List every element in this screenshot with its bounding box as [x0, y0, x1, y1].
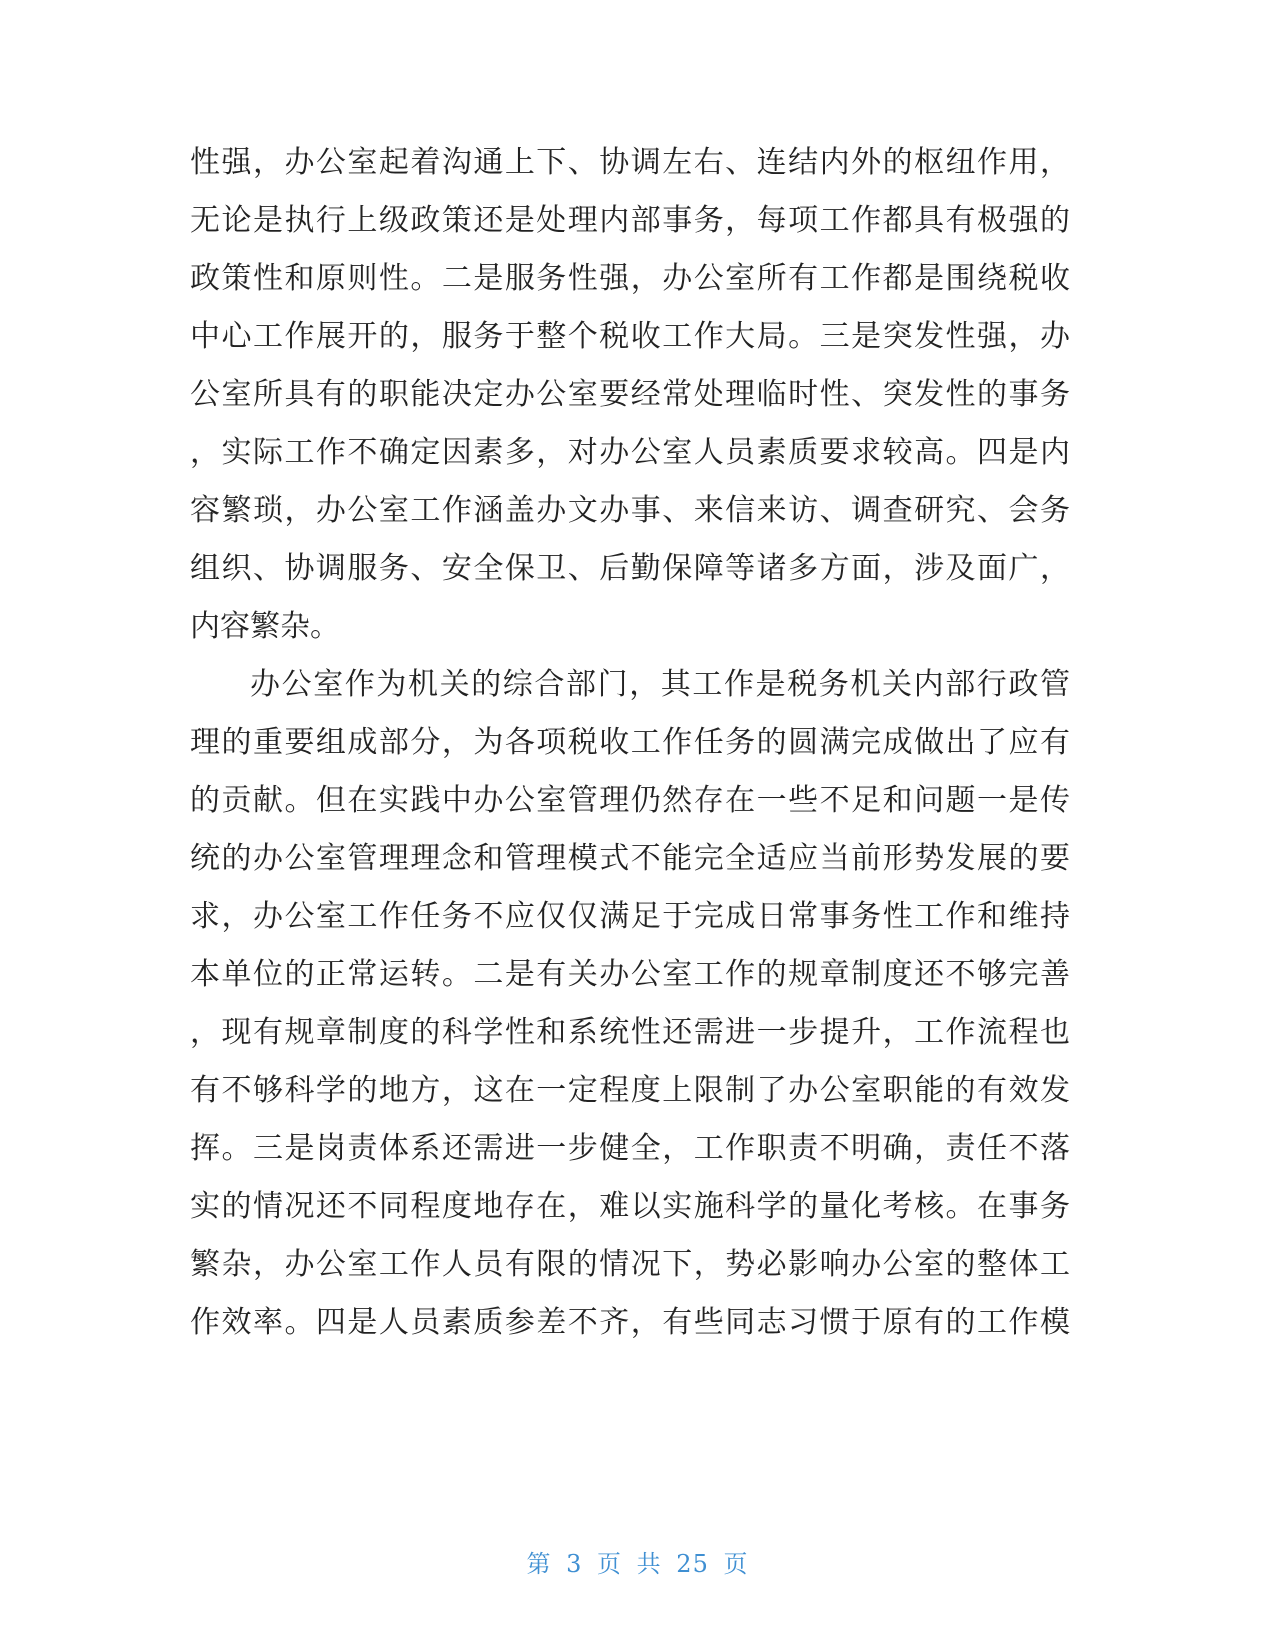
- text-line: 理的重要组成部分，为各项税收工作任务的圆满完成做出了应有: [190, 725, 1070, 760]
- text-line: 的贡献。但在实践中办公室管理仍然存在一些不足和问题一是传: [190, 783, 1070, 818]
- text-line: 本单位的正常运转。二是有关办公室工作的规章制度还不够完善: [190, 957, 1070, 992]
- text-line: 容繁琐，办公室工作涵盖办文办事、来信来访、调查研究、会务: [190, 493, 1070, 528]
- page-number-footer: 第 3 页 共 25 页: [526, 1550, 749, 1578]
- text-line: 组织、协调服务、安全保卫、后勤保障等诸多方面，涉及面广，: [190, 551, 1070, 586]
- text-line: ，现有规章制度的科学性和系统性还需进一步提升，工作流程也: [190, 1015, 1070, 1050]
- text-line: ，实际工作不确定因素多，对办公室人员素质要求较高。四是内: [190, 435, 1070, 470]
- text-line: 求，办公室工作任务不应仅仅满足于完成日常事务性工作和维持: [190, 899, 1070, 934]
- text-line: 公室所具有的职能决定办公室要经常处理临时性、突发性的事务: [190, 377, 1070, 412]
- text-line: 办公室作为机关的综合部门，其工作是税务机关内部行政管: [250, 667, 1070, 702]
- text-line: 繁杂，办公室工作人员有限的情况下，势必影响办公室的整体工: [190, 1247, 1070, 1282]
- text-line: 中心工作展开的，服务于整个税收工作大局。三是突发性强，办: [190, 319, 1070, 354]
- text-line: 政策性和原则性。二是服务性强，办公室所有工作都是围绕税收: [190, 261, 1070, 296]
- text-line: 性强，办公室起着沟通上下、协调左右、连结内外的枢纽作用，: [190, 145, 1070, 180]
- text-line: 实的情况还不同程度地存在，难以实施科学的量化考核。在事务: [190, 1189, 1070, 1224]
- text-line: 统的办公室管理理念和管理模式不能完全适应当前形势发展的要: [190, 841, 1070, 876]
- text-line: 内容繁杂。: [190, 609, 340, 644]
- text-line: 有不够科学的地方，这在一定程度上限制了办公室职能的有效发: [190, 1073, 1070, 1108]
- text-line: 无论是执行上级政策还是处理内部事务，每项工作都具有极强的: [190, 203, 1070, 238]
- text-line: 挥。三是岗责体系还需进一步健全，工作职责不明确，责任不落: [190, 1131, 1070, 1166]
- text-line: 作效率。四是人员素质参差不齐，有些同志习惯于原有的工作模: [190, 1305, 1070, 1340]
